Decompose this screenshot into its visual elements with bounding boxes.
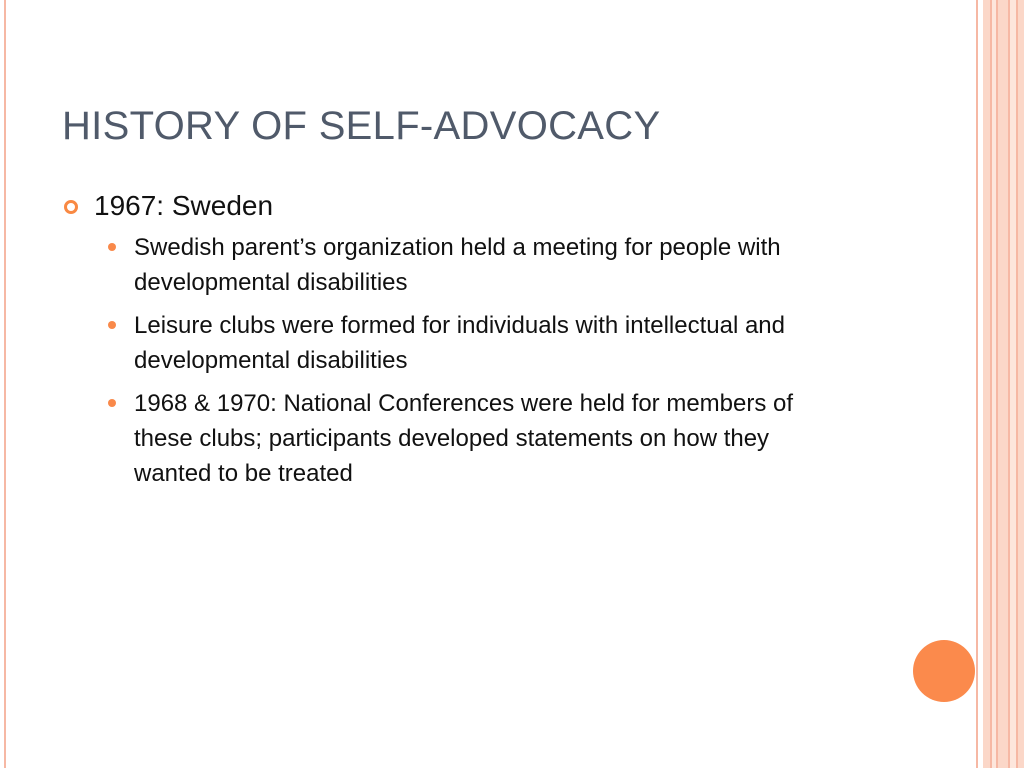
right-border-stripe — [976, 0, 978, 768]
sub-bullet-text: Swedish parent’s organization held a meeting for people with developmental disabilities — [134, 234, 781, 296]
sub-bullet-text: Leisure clubs were formed for individuals with intellectual and developmental disabilities — [134, 312, 785, 374]
dot-bullet-icon — [108, 243, 116, 251]
slide-content — [62, 188, 822, 499]
slide-title: HISTORY OF SELF-ADVOCACY — [62, 104, 661, 148]
bullet-level-1 — [62, 188, 822, 224]
sub-bullet-text: 1968 & 1970: National Conferences were held for members of these clubs; participants developed statements on how they wanted to be treated — [134, 390, 794, 487]
right-border-stripe — [998, 0, 1008, 768]
dot-bullet-icon — [108, 321, 116, 329]
sub-bullet-list — [62, 230, 822, 491]
list-item — [62, 386, 822, 491]
right-border-stripe — [983, 0, 990, 768]
list-item — [62, 308, 822, 378]
list-item — [62, 230, 822, 300]
decorative-orange-circle — [913, 640, 975, 702]
dot-bullet-icon — [108, 399, 116, 407]
ring-bullet-icon — [64, 200, 78, 214]
right-border-stripe — [1018, 0, 1024, 768]
left-border-line — [4, 0, 6, 768]
bullet-text: 1967: Sweden — [94, 190, 274, 221]
